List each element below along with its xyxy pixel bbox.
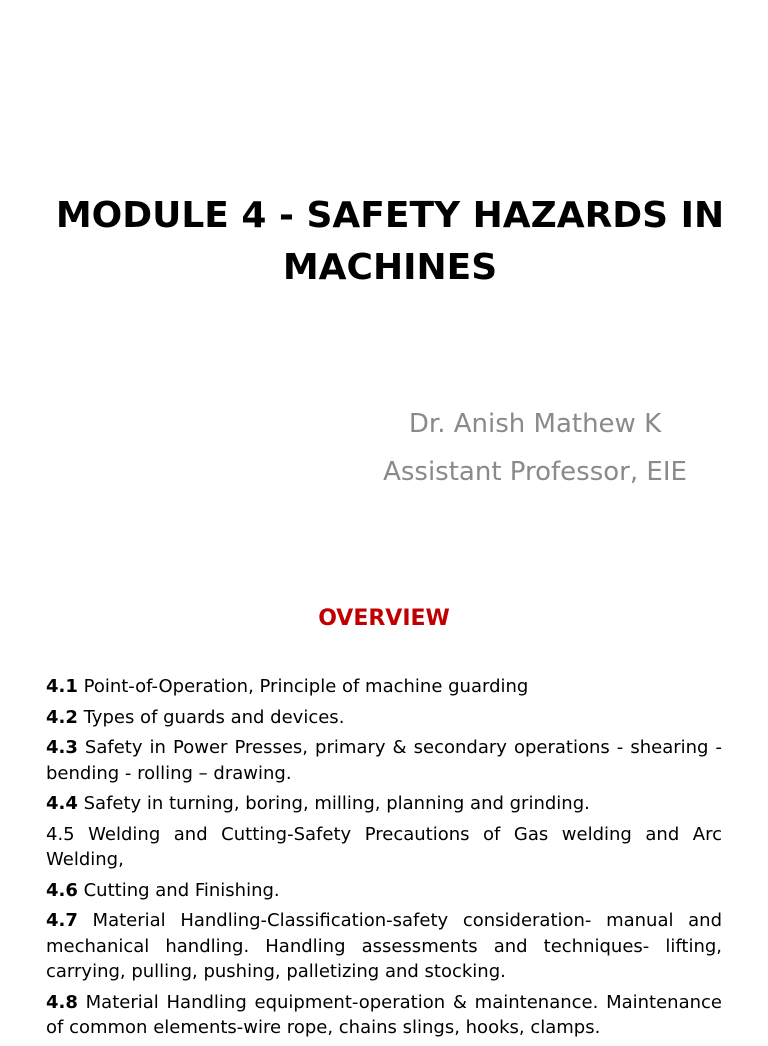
topics-list [46, 674, 722, 1046]
topic-text: Types of guards and devices. [77, 706, 345, 728]
topic-text: Material Handling-Classification-safety consideration- manual and mechanical handling. Handling assessments and techniques- lifting, carrying, pulling, pushing, palletizing and stocking. [46, 910, 722, 982]
author-position: Assistant Professor, EIE [383, 457, 687, 487]
topic-number: 4.3 [46, 737, 78, 758]
overview-heading: OVERVIEW [318, 606, 450, 631]
topic-text: Cutting and Finishing. [77, 879, 280, 901]
topic-text: Welding and Cutting-Safety Precautions of Gas welding and Arc Welding, [46, 823, 722, 870]
topic-number: 4.8 [46, 991, 78, 1013]
topic-text: Safety in turning, boring, milling, planning and grinding. [77, 793, 590, 814]
topic-number: 4.7 [46, 910, 78, 931]
topic-number: 4.1 [46, 676, 78, 697]
title-line-1: MODULE 4 - SAFETY HAZARDS IN [55, 195, 725, 236]
title-line-2: MACHINES [282, 247, 498, 288]
topic-number: 4.2 [46, 706, 78, 728]
author-name: Dr. Anish Mathew K [408, 409, 662, 439]
topic-text: Safety in Power Presses, primary & secondary operations - shearing -bending - rolling – drawing. [46, 737, 722, 784]
list-item [46, 822, 722, 873]
topic-text: Point-of-Operation, Principle of machine guarding [77, 676, 529, 697]
list-item [46, 878, 722, 904]
list-item [46, 791, 722, 817]
list-item [46, 908, 722, 985]
list-item [46, 990, 722, 1041]
topic-number: 4.5 [46, 823, 75, 845]
topic-number: 4.6 [46, 879, 78, 901]
slide-subtitle [340, 400, 730, 496]
list-item [46, 705, 722, 731]
topic-number: 4.4 [46, 793, 78, 814]
slide-title [30, 190, 750, 294]
list-item [46, 735, 722, 786]
topic-text: Material Handling equipment-operation & maintenance. Maintenance of common elements-wire rope, chains slings, hooks, clamps. [46, 991, 722, 1038]
list-item [46, 674, 722, 700]
